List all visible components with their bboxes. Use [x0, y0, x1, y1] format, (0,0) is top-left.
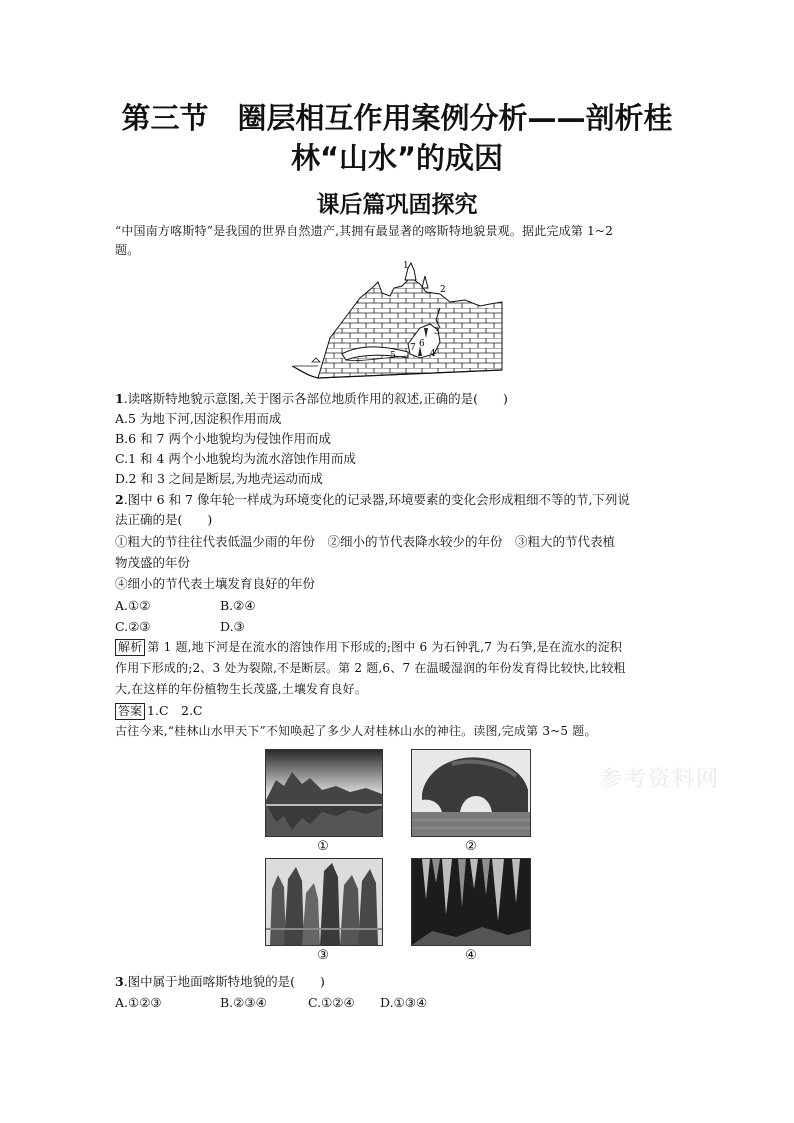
photo-4-caption: ④: [465, 948, 477, 963]
page-subtitle: 课后篇巩固探究: [316, 192, 478, 218]
question-1-option-b[interactable]: B.6 和 7 两个小地貌均为侵蚀作用而成: [115, 431, 331, 446]
question-2-option-c[interactable]: C.②③: [115, 619, 151, 634]
photo-3-stone-forest: [265, 858, 383, 946]
question-2-statements-line2: 物茂盛的年份: [115, 555, 191, 570]
question-2-option-a[interactable]: A.①②: [115, 598, 151, 613]
question-1-option-c[interactable]: C.1 和 4 两个小地貌均为流水溶蚀作用而成: [115, 451, 356, 466]
question-1-option-a[interactable]: A.5 为地下河,因淀积作用而成: [115, 411, 282, 426]
question-3-option-a[interactable]: A.①②③: [115, 995, 162, 1010]
analysis-tag: 解析: [115, 639, 145, 656]
karst-landform-diagram: [290, 258, 515, 386]
intro-paragraph-2: 古往今来,“桂林山水甲天下”不知唤起了多少人对桂林山水的神往。读图,完成第 3~5 题。: [115, 724, 597, 738]
diagram-label-5: 5: [390, 351, 396, 361]
page-title-line2: 林“山水”的成因: [290, 141, 504, 175]
watermark-text: 参考资料网: [600, 767, 721, 792]
photo-3-caption: ③: [317, 948, 329, 963]
analysis-line2: 作用下形成的;2、3 处为裂隙,不是断层。第 2 题,6、7 在温暖湿润的年份发育得比较快,比较粗: [115, 661, 626, 675]
question-2-statements-line3: ④细小的节代表土壤发育良好的年份: [115, 576, 316, 591]
answer-line: 答案 1.C 2.C: [115, 701, 203, 720]
diagram-label-1: 1: [403, 261, 409, 271]
photo-4-karst-cave: [411, 858, 531, 946]
photo-2-caption: ②: [465, 839, 477, 854]
question-2-stem-line2: 法正确的是( ): [115, 512, 213, 527]
question-3-stem: 3.图中属于地面喀斯特地貌的是( ): [115, 974, 325, 989]
intro-paragraph-1-line1: “中国南方喀斯特”是我国的世界自然遗产,其拥有最显著的喀斯特地貌景观。据此完成第 1~2: [115, 224, 614, 238]
photo-1-caption: ①: [317, 839, 329, 854]
question-3-option-d[interactable]: D.①③④: [380, 995, 428, 1010]
diagram-label-2: 2: [440, 285, 446, 295]
question-1-option-d[interactable]: D.2 和 3 之间是断层,为地壳运动而成: [115, 471, 323, 486]
photo-2-elephant-trunk-hill: [411, 749, 531, 837]
question-2-option-b[interactable]: B.②④: [220, 598, 256, 613]
diagram-label-3: 3: [434, 327, 440, 337]
question-1-stem: 1.读喀斯特地貌示意图,关于图示各部位地质作用的叙述,正确的是( ): [115, 391, 508, 406]
question-3-option-b[interactable]: B.②③④: [220, 995, 267, 1010]
analysis-line1: 解析 第 1 题,地下河是在流水的溶蚀作用下形成的;图中 6 为石钟乳,7 为石笋,是在流水的淀积: [115, 638, 622, 657]
diagram-label-4: 4: [430, 349, 436, 359]
question-2-option-d[interactable]: D.③: [220, 619, 245, 634]
question-2-stem: 2.图中 6 和 7 像年轮一样成为环境变化的记录器,环境要素的变化会形成粗细不等的节,下列说: [115, 492, 630, 507]
photo-1-river-karst-peaks: [265, 749, 383, 837]
analysis-line3: 大,在这样的年份植物生长茂盛,土壤发育良好。: [115, 682, 368, 696]
page-title-line1: 第三节 圈层相互作用案例分析——剖析桂: [121, 101, 673, 135]
answer-tag: 答案: [115, 703, 145, 720]
diagram-label-7: 7: [410, 343, 416, 353]
diagram-label-6: 6: [419, 339, 425, 349]
intro-paragraph-1-line2: 题。: [115, 243, 140, 257]
question-3-option-c[interactable]: C.①②④: [308, 995, 355, 1010]
question-2-statements-line1: ①粗大的节往往代表低温少雨的年份 ②细小的节代表降水较少的年份 ③粗大的节代表植: [115, 534, 616, 549]
